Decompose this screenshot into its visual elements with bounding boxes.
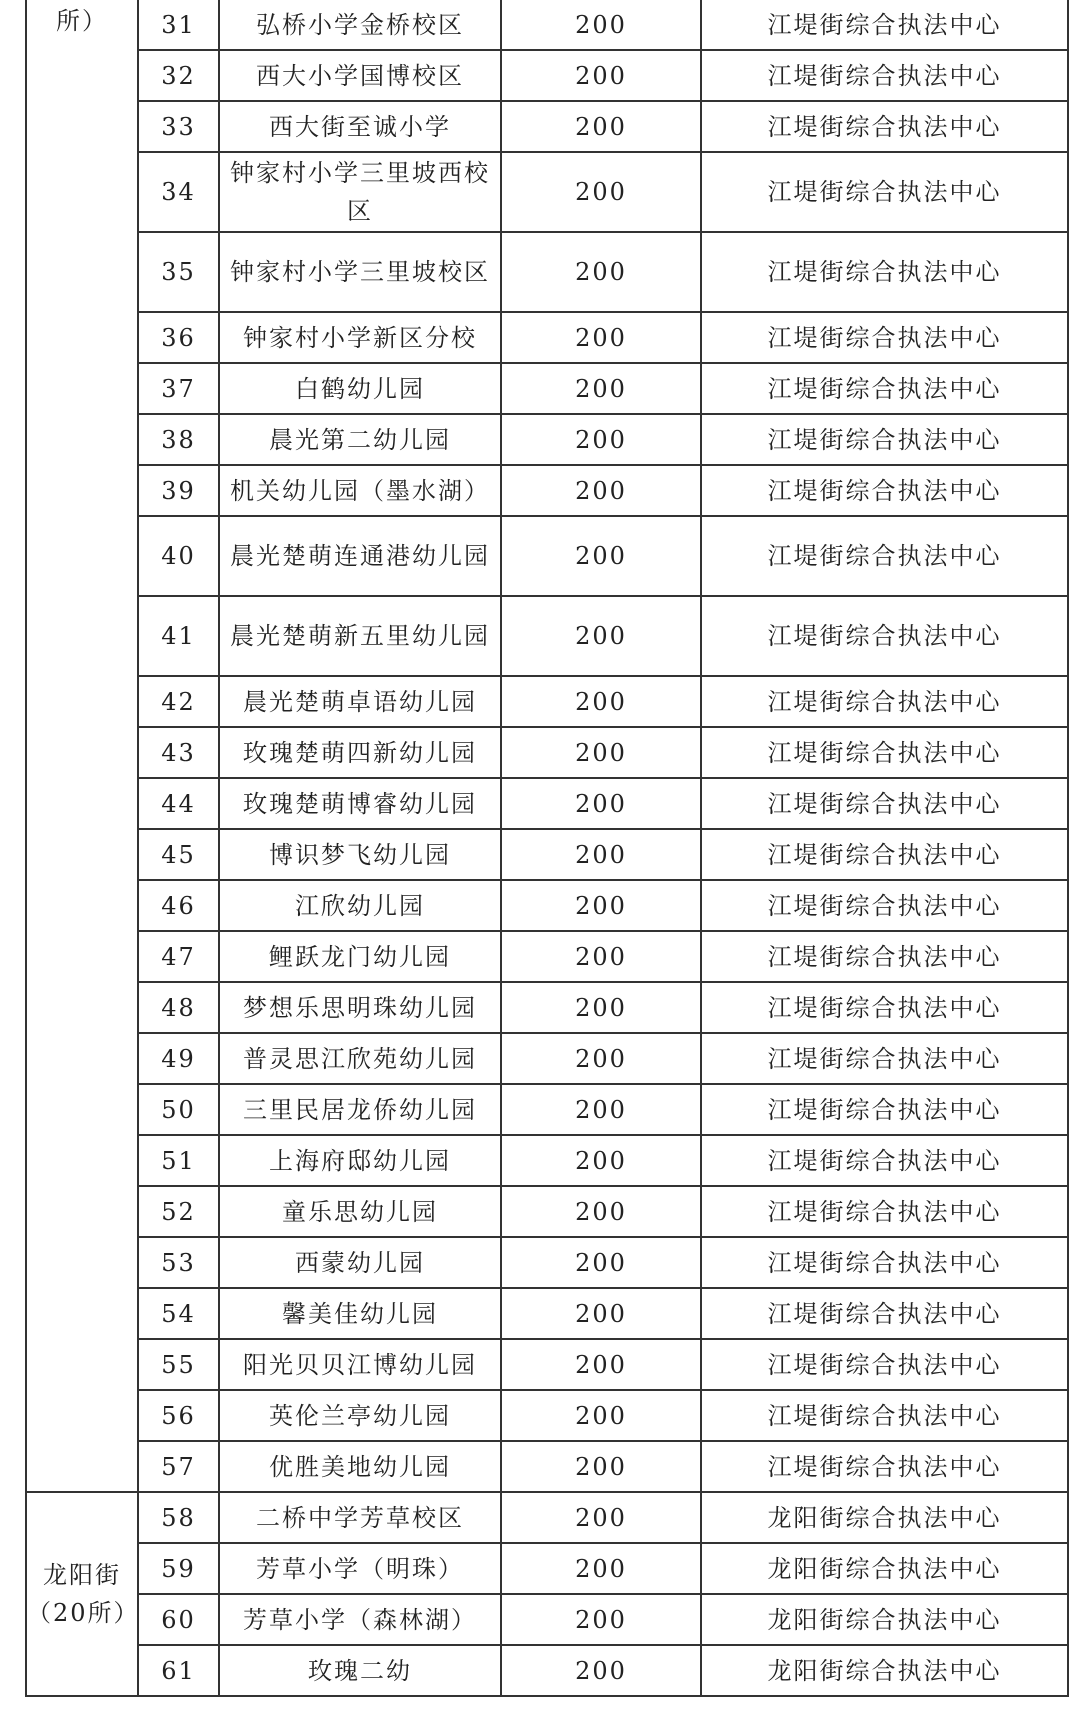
table-row [26, 1135, 1068, 1186]
amount: 200 [501, 1033, 701, 1084]
school-name: 弘桥小学金桥校区 [219, 0, 501, 50]
table-row [26, 1645, 1068, 1696]
amount: 200 [501, 880, 701, 931]
agency: 江堤街综合执法中心 [701, 1135, 1068, 1186]
table-row [26, 880, 1068, 931]
school-name: 鲤跃龙门幼儿园 [219, 931, 501, 982]
row-number: 37 [138, 363, 219, 414]
agency: 江堤街综合执法中心 [701, 414, 1068, 465]
school-name: 晨光第二幼儿园 [219, 414, 501, 465]
school-name: 机关幼儿园（墨水湖） [219, 465, 501, 516]
row-number: 49 [138, 1033, 219, 1084]
row-number: 38 [138, 414, 219, 465]
row-number: 32 [138, 50, 219, 101]
table-row [26, 1492, 1068, 1543]
row-number: 48 [138, 982, 219, 1033]
row-number: 45 [138, 829, 219, 880]
table-row [26, 1288, 1068, 1339]
school-name: 江欣幼儿园 [219, 880, 501, 931]
row-number: 50 [138, 1084, 219, 1135]
amount: 200 [501, 676, 701, 727]
school-name: 博识梦飞幼儿园 [219, 829, 501, 880]
amount: 200 [501, 982, 701, 1033]
table-row [26, 1339, 1068, 1390]
amount: 200 [501, 931, 701, 982]
school-name: 玫瑰楚萌四新幼儿园 [219, 727, 501, 778]
agency: 江堤街综合执法中心 [701, 465, 1068, 516]
table-row [26, 152, 1068, 232]
amount: 200 [501, 829, 701, 880]
school-name: 西大小学国博校区 [219, 50, 501, 101]
school-name: 钟家村小学新区分校 [219, 312, 501, 363]
row-number: 42 [138, 676, 219, 727]
amount: 200 [501, 465, 701, 516]
school-name: 馨美佳幼儿园 [219, 1288, 501, 1339]
school-name: 玫瑰二幼 [219, 1645, 501, 1696]
row-number: 43 [138, 727, 219, 778]
agency: 江堤街综合执法中心 [701, 727, 1068, 778]
amount: 200 [501, 0, 701, 50]
table-row [26, 931, 1068, 982]
school-name: 二桥中学芳草校区 [219, 1492, 501, 1543]
agency: 江堤街综合执法中心 [701, 1033, 1068, 1084]
school-name: 上海府邸幼儿园 [219, 1135, 501, 1186]
row-number: 52 [138, 1186, 219, 1237]
table-row [26, 1237, 1068, 1288]
table-row [26, 1390, 1068, 1441]
school-table [25, 0, 1069, 1697]
school-name: 钟家村小学三里坡西校区 [219, 152, 501, 232]
amount: 200 [501, 101, 701, 152]
amount: 200 [501, 1084, 701, 1135]
agency: 江堤街综合执法中心 [701, 1441, 1068, 1492]
agency: 江堤街综合执法中心 [701, 676, 1068, 727]
row-number: 53 [138, 1237, 219, 1288]
table-row [26, 50, 1068, 101]
table-row [26, 1033, 1068, 1084]
row-number: 56 [138, 1390, 219, 1441]
school-name: 西大街至诚小学 [219, 101, 501, 152]
table-row [26, 1186, 1068, 1237]
amount: 200 [501, 1594, 701, 1645]
agency: 江堤街综合执法中心 [701, 152, 1068, 232]
agency: 江堤街综合执法中心 [701, 829, 1068, 880]
table-row [26, 982, 1068, 1033]
agency: 江堤街综合执法中心 [701, 101, 1068, 152]
agency: 龙阳街综合执法中心 [701, 1492, 1068, 1543]
school-name: 晨光楚萌新五里幼儿园 [219, 596, 501, 676]
school-name: 普灵思江欣苑幼儿园 [219, 1033, 501, 1084]
agency: 江堤街综合执法中心 [701, 232, 1068, 312]
table-row [26, 1543, 1068, 1594]
row-number: 51 [138, 1135, 219, 1186]
school-name: 童乐思幼儿园 [219, 1186, 501, 1237]
amount: 200 [501, 1441, 701, 1492]
amount: 200 [501, 1135, 701, 1186]
amount: 200 [501, 312, 701, 363]
agency: 江堤街综合执法中心 [701, 1186, 1068, 1237]
table-row [26, 363, 1068, 414]
agency: 江堤街综合执法中心 [701, 880, 1068, 931]
table-row [26, 1084, 1068, 1135]
amount: 200 [501, 727, 701, 778]
school-name: 优胜美地幼儿园 [219, 1441, 501, 1492]
table-row [26, 312, 1068, 363]
table-row [26, 1594, 1068, 1645]
row-number: 33 [138, 101, 219, 152]
agency: 江堤街综合执法中心 [701, 50, 1068, 101]
row-number: 36 [138, 312, 219, 363]
row-number: 59 [138, 1543, 219, 1594]
row-number: 46 [138, 880, 219, 931]
agency: 江堤街综合执法中心 [701, 931, 1068, 982]
row-number: 60 [138, 1594, 219, 1645]
school-name: 芳草小学（明珠） [219, 1543, 501, 1594]
table-row [26, 1441, 1068, 1492]
school-name: 钟家村小学三里坡校区 [219, 232, 501, 312]
street-cell-jiangdi: 所） [26, 0, 138, 1492]
agency: 江堤街综合执法中心 [701, 1339, 1068, 1390]
agency: 龙阳街综合执法中心 [701, 1594, 1068, 1645]
school-name: 英伦兰亭幼儿园 [219, 1390, 501, 1441]
row-number: 57 [138, 1441, 219, 1492]
agency: 江堤街综合执法中心 [701, 1084, 1068, 1135]
agency: 江堤街综合执法中心 [701, 312, 1068, 363]
school-name: 阳光贝贝江博幼儿园 [219, 1339, 501, 1390]
table-row [26, 676, 1068, 727]
agency: 龙阳街综合执法中心 [701, 1645, 1068, 1696]
row-number: 34 [138, 152, 219, 232]
table-row [26, 101, 1068, 152]
row-number: 58 [138, 1492, 219, 1543]
agency: 江堤街综合执法中心 [701, 0, 1068, 50]
amount: 200 [501, 1237, 701, 1288]
amount: 200 [501, 1186, 701, 1237]
row-number: 40 [138, 516, 219, 596]
row-number: 35 [138, 232, 219, 312]
agency: 江堤街综合执法中心 [701, 1288, 1068, 1339]
school-name: 西蒙幼儿园 [219, 1237, 501, 1288]
row-number: 41 [138, 596, 219, 676]
row-number: 44 [138, 778, 219, 829]
table-row [26, 414, 1068, 465]
agency: 江堤街综合执法中心 [701, 363, 1068, 414]
row-number: 54 [138, 1288, 219, 1339]
table-row [26, 778, 1068, 829]
amount: 200 [501, 232, 701, 312]
table-row [26, 516, 1068, 596]
school-name: 白鹤幼儿园 [219, 363, 501, 414]
school-name: 晨光楚萌卓语幼儿园 [219, 676, 501, 727]
table-row [26, 0, 1068, 50]
amount: 200 [501, 778, 701, 829]
table-row [26, 465, 1068, 516]
street-cell-longyang: 龙阳街（20所） [26, 1492, 138, 1696]
agency: 龙阳街综合执法中心 [701, 1543, 1068, 1594]
amount: 200 [501, 1390, 701, 1441]
table-row [26, 232, 1068, 312]
amount: 200 [501, 363, 701, 414]
agency: 江堤街综合执法中心 [701, 778, 1068, 829]
table-row [26, 596, 1068, 676]
amount: 200 [501, 1492, 701, 1543]
amount: 200 [501, 1645, 701, 1696]
amount: 200 [501, 50, 701, 101]
row-number: 31 [138, 0, 219, 50]
row-number: 39 [138, 465, 219, 516]
row-number: 61 [138, 1645, 219, 1696]
agency: 江堤街综合执法中心 [701, 596, 1068, 676]
amount: 200 [501, 152, 701, 232]
row-number: 47 [138, 931, 219, 982]
school-name: 三里民居龙侨幼儿园 [219, 1084, 501, 1135]
agency: 江堤街综合执法中心 [701, 982, 1068, 1033]
amount: 200 [501, 1339, 701, 1390]
school-name: 晨光楚萌连通港幼儿园 [219, 516, 501, 596]
amount: 200 [501, 516, 701, 596]
agency: 江堤街综合执法中心 [701, 1237, 1068, 1288]
table-row [26, 727, 1068, 778]
amount: 200 [501, 1543, 701, 1594]
table-row [26, 829, 1068, 880]
amount: 200 [501, 414, 701, 465]
amount: 200 [501, 1288, 701, 1339]
school-name: 玫瑰楚萌博睿幼儿园 [219, 778, 501, 829]
agency: 江堤街综合执法中心 [701, 516, 1068, 596]
school-name: 芳草小学（森林湖） [219, 1594, 501, 1645]
agency: 江堤街综合执法中心 [701, 1390, 1068, 1441]
row-number: 55 [138, 1339, 219, 1390]
amount: 200 [501, 596, 701, 676]
school-name: 梦想乐思明珠幼儿园 [219, 982, 501, 1033]
